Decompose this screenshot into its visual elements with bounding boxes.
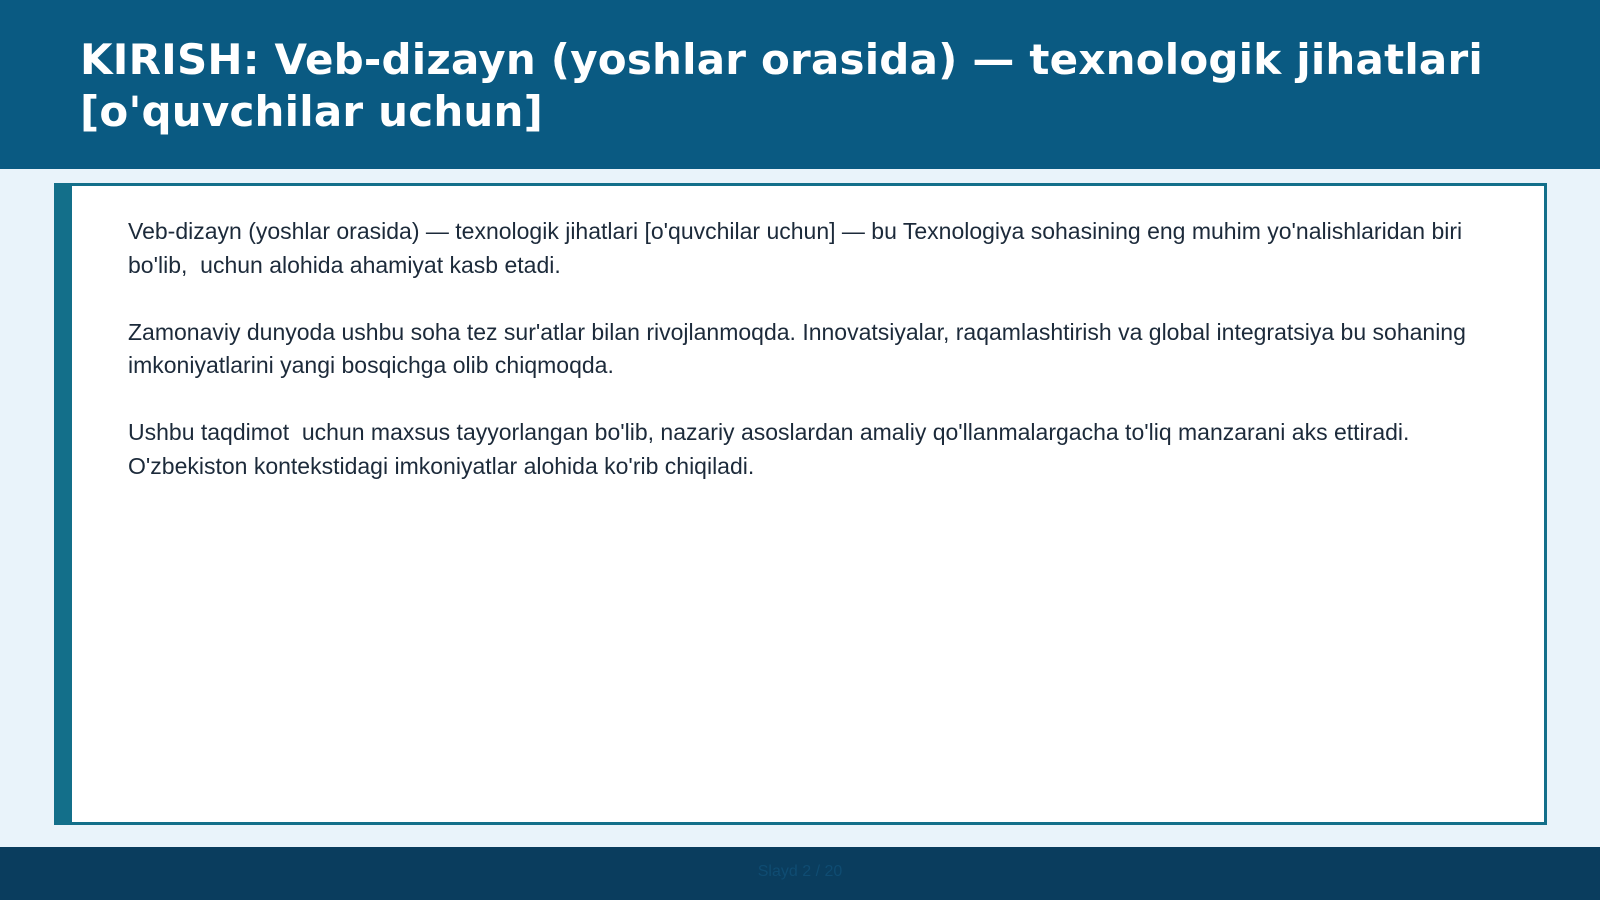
- paragraph-modern-world: Zamonaviy dunyoda ushbu soha tez sur'atlar bilan rivojlanmoqda. Innovatsiyalar, raqamlashtirish va global integratsiya bu sohaning imkoniyatlarini yangi bosqichga olib chiqmoqda.: [128, 318, 1473, 378]
- slide-header: [0, 0, 1600, 169]
- slide-footer: [0, 847, 1600, 900]
- content-text: [128, 215, 1518, 517]
- slide-number: Slayd 2 / 20: [757, 863, 843, 880]
- slide-title: KIRISH: Veb-dizayn (yoshlar orasida) — texnologik jihatlari [o'quvchilar uchun]: [80, 35, 1483, 136]
- paragraph-presentation: Ushbu taqdimot uchun maxsus tayyorlangan bo'lib, nazariy asoslardan amaliy qo'llanmalargacha to'liq manzarani aks ettiradi. O'zbekiston kontekstidagi imkoniyatlar alohida ko'rib chiqiladi.: [128, 419, 1416, 479]
- content-box: [54, 183, 1547, 825]
- paragraph-intro: Veb-dizayn (yoshlar orasida) — texnologik jihatlari [o'quvchilar uchun] — bu Texnologiya sohasining eng muhim yo'nalishlaridan biri bo'lib, uchun alohida ahamiyat kasb etadi.: [128, 218, 1469, 278]
